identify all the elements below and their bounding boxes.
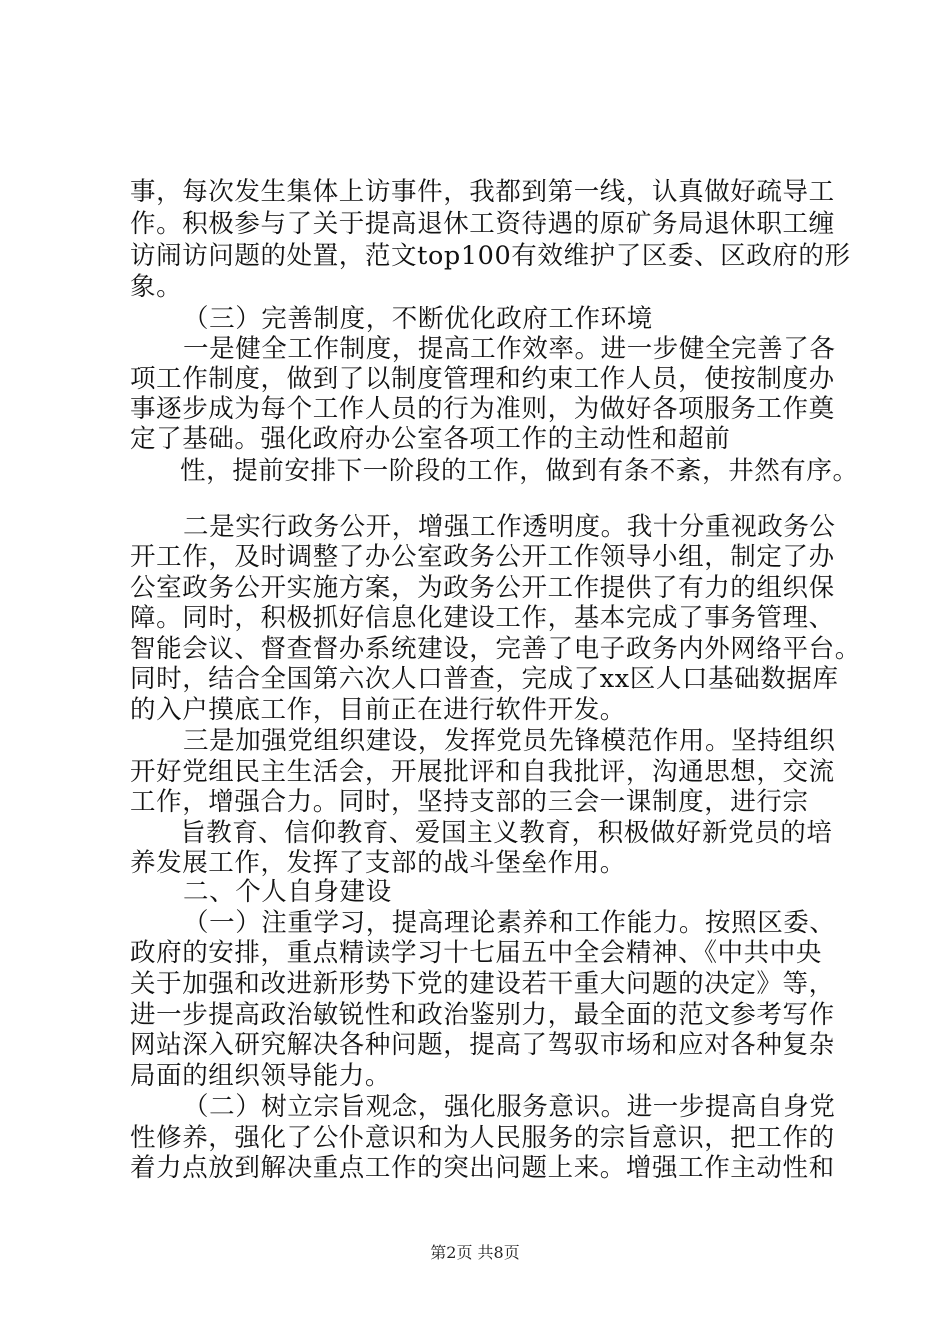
paragraph-line: 性，提前安排下一阶段的工作，做到有条不紊，井然有序。	[180, 456, 859, 486]
paragraph-line: 开工作，及时调整了办公室政务公开工作领导小组，制定了办	[130, 542, 835, 572]
paragraph-line: 定了基础。强化政府办公室各项工作的主动性和超前	[130, 424, 731, 454]
paragraph-line: 事逐步成为每个工作人员的行为准则，为做好各项服务工作奠	[130, 394, 835, 424]
paragraph-line: 的入户摸底工作，目前正在进行软件开发。	[130, 695, 626, 725]
paragraph-line: 局面的组织领导能力。	[130, 1061, 392, 1091]
paragraph-line: 旨教育、信仰教育、爱国主义教育，积极做好新党员的培	[180, 818, 833, 848]
paragraph-line: 工作，增强合力。同时，坚持支部的三会一课制度，进行宗	[130, 787, 809, 817]
paragraph-line: 公室政务公开实施方案，为政务公开工作提供了有力的组织保	[130, 573, 835, 603]
paragraph-line: 智能会议、督查督办系统建设，完善了电子政务内外网络平台。	[130, 634, 861, 664]
paragraph-line: 访闹访问题的处置，范文top100有效维护了区委、区政府的形	[130, 241, 851, 271]
paragraph-line: 养发展工作，发挥了支部的战斗堡垒作用。	[130, 848, 626, 878]
paragraph-line: 障。同时，积极抓好信息化建设工作，基本完成了事务管理、	[130, 603, 835, 633]
paragraph-line: 作。积极参与了关于提高退休工资待遇的原矿务局退休职工缠	[130, 209, 835, 239]
paragraph-line: 事，每次发生集体上访事件，我都到第一线，认真做好疏导工	[130, 177, 835, 207]
paragraph-line: 关于加强和改进新形势下党的建设若干重大问题的决定》等，	[130, 969, 835, 999]
section-heading: 二、个人自身建设	[183, 877, 392, 907]
paragraph-line: 网站深入研究解决各种问题，提高了驾驭市场和应对各种复杂	[130, 1030, 835, 1060]
paragraph-line: （一）注重学习，提高理论素养和工作能力。按照区委、	[183, 908, 836, 938]
section-heading: （三）完善制度，不断优化政府工作环境	[183, 304, 653, 334]
paragraph-line: 三是加强党组织建设，发挥党员先锋模范作用。坚持组织	[183, 726, 836, 756]
page-number-footer: 第2页 共8页	[430, 1243, 520, 1262]
paragraph-line: （二）树立宗旨观念，强化服务意识。进一步提高自身党	[183, 1092, 836, 1122]
paragraph-line: 二是实行政务公开，增强工作透明度。我十分重视政务公	[183, 512, 836, 542]
paragraph-line: 同时，结合全国第六次人口普查，完成了xx区人口基础数据库	[130, 664, 839, 694]
paragraph-line: 着力点放到解决重点工作的突出问题上来。增强工作主动性和	[130, 1153, 835, 1183]
paragraph-line: 一是健全工作制度，提高工作效率。进一步健全完善了各	[183, 334, 836, 364]
paragraph-line: 项工作制度，做到了以制度管理和约束工作人员，使按制度办	[130, 364, 835, 394]
paragraph-line: 进一步提高政治敏锐性和政治鉴别力，最全面的范文参考写作	[130, 1000, 835, 1030]
paragraph-line: 象。	[130, 272, 183, 302]
paragraph-line: 政府的安排，重点精读学习十七届五中全会精神、《中共中央	[130, 938, 822, 968]
paragraph-line: 性修养，强化了公仆意识和为人民服务的宗旨意识，把工作的	[130, 1123, 835, 1153]
paragraph-line: 开好党组民主生活会，开展批评和自我批评，沟通思想，交流	[130, 757, 835, 787]
